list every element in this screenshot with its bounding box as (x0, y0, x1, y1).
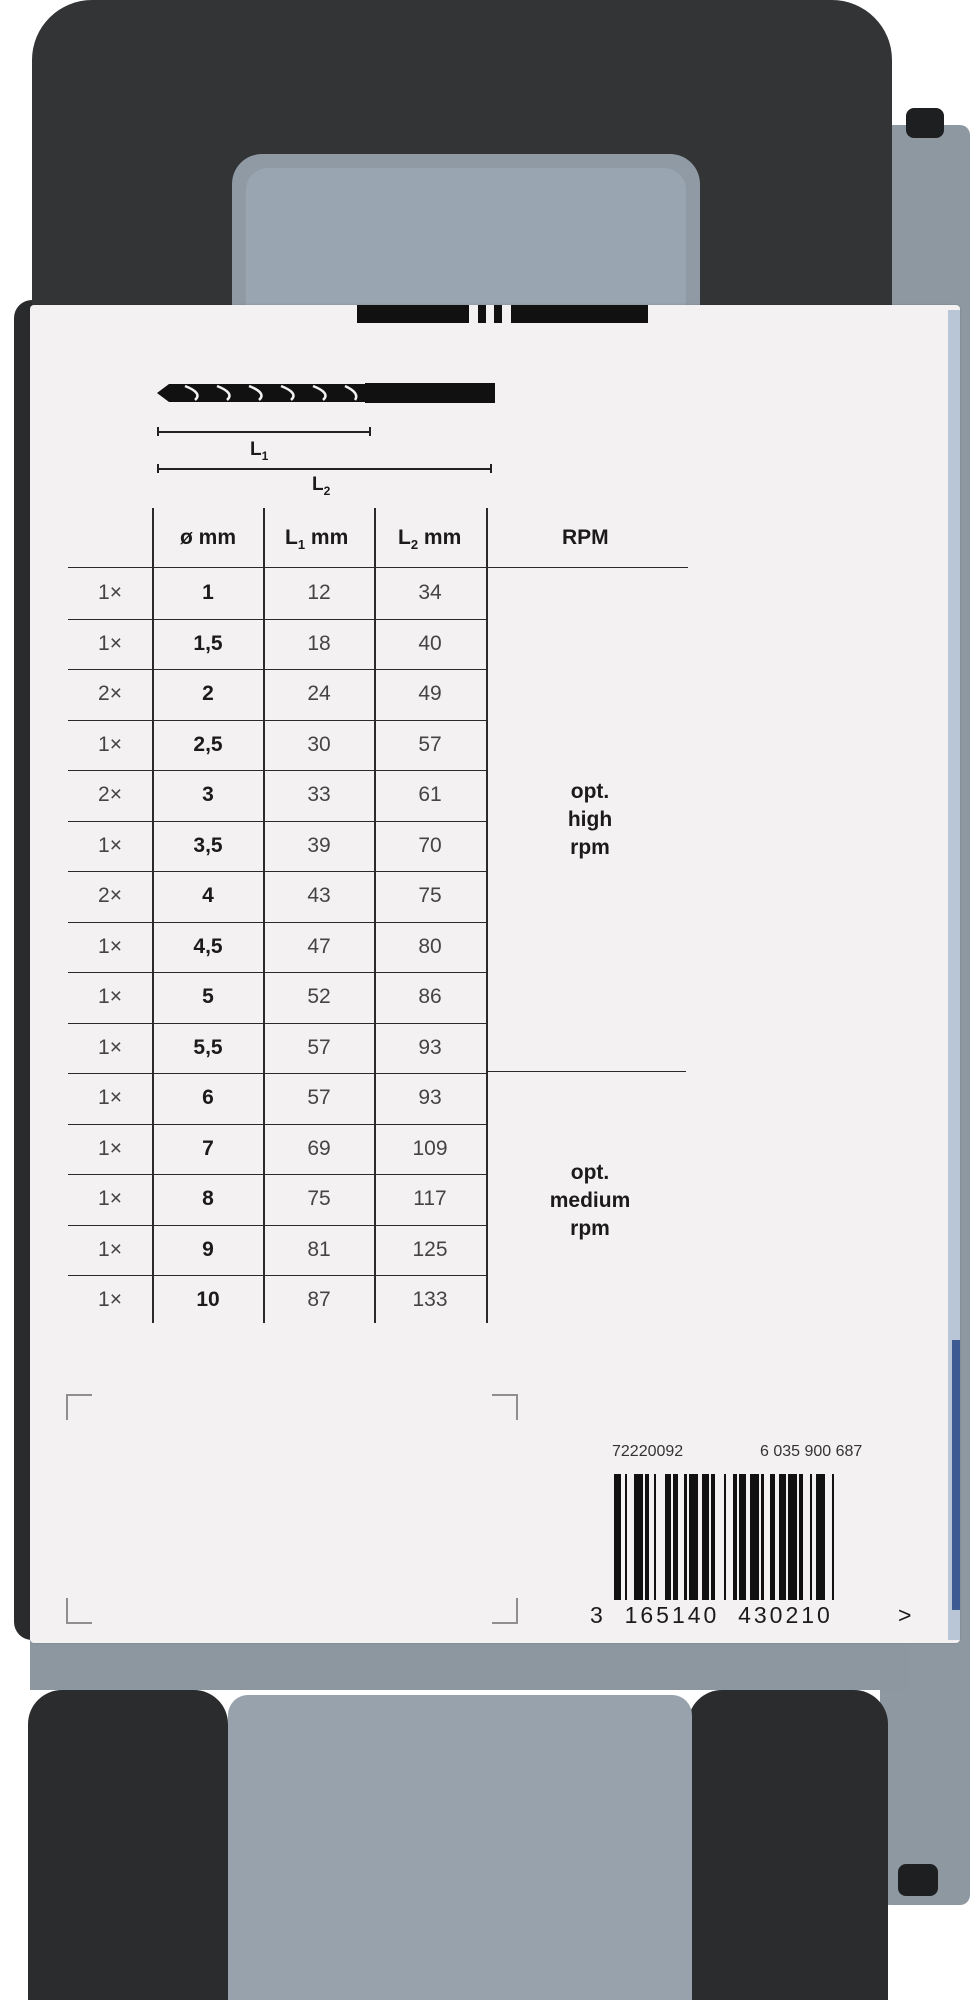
internal-code: 72220092 (612, 1443, 684, 1460)
cell-l2: 49 (418, 682, 442, 705)
l2-dimension-tick (490, 464, 492, 473)
barcode-bar (654, 1474, 656, 1600)
cell-diameter: 1 (202, 581, 214, 604)
cell-l1: 75 (307, 1187, 331, 1210)
cell-quantity: 2× (98, 682, 122, 705)
barcode-bar (711, 1474, 715, 1600)
header-l1: $L_1$ mm (285, 526, 349, 553)
table-row-rule (68, 1023, 488, 1024)
table-row-rule (68, 821, 488, 822)
barcode-bar (689, 1474, 698, 1600)
cell-quantity: 2× (98, 783, 122, 806)
cell-quantity: 1× (98, 581, 122, 604)
barcode-bar (788, 1474, 797, 1600)
cell-diameter: 5,5 (193, 1035, 223, 1059)
barcode-bar (634, 1474, 643, 1600)
cell-quantity: 1× (98, 1237, 122, 1261)
header-diameter: ø mm (180, 526, 237, 549)
cell-l2: 93 (418, 1086, 442, 1109)
case-bottom-insert (228, 1695, 692, 2000)
drill-bit-icon (155, 380, 495, 406)
crop-mark (492, 1394, 518, 1420)
cell-l2: 93 (418, 1035, 442, 1059)
cell-l1: 57 (307, 1086, 331, 1109)
barcode-bar (816, 1474, 825, 1600)
header-rule (68, 567, 688, 568)
barcode-bar (673, 1474, 677, 1600)
case-bottom-left-corner (28, 1690, 228, 2000)
cell-quantity: 1× (98, 934, 122, 958)
l1-dimension-tick (157, 427, 159, 436)
cell-l2: 109 (412, 1136, 448, 1160)
cell-quantity: 1× (98, 985, 122, 1008)
cell-l1: 87 (307, 1288, 331, 1311)
cell-l1: 33 (307, 783, 331, 806)
cell-l2: 34 (418, 581, 442, 604)
label-top-bar (494, 305, 502, 323)
table-row-rule (68, 1174, 488, 1175)
barcode-bar (645, 1474, 649, 1600)
table-row-rule (68, 972, 488, 973)
l2-dimension-line (157, 468, 491, 470)
cell-diameter: 6 (202, 1086, 214, 1109)
barcode-bar (799, 1474, 803, 1600)
rpm-group-high: opt. high rpm (567, 780, 613, 859)
barcode-image (614, 1474, 900, 1600)
cell-diameter: 5 (202, 985, 214, 1008)
cell-quantity: 1× (98, 1086, 122, 1109)
cell-diameter: 9 (202, 1237, 214, 1261)
barcode-bar (614, 1474, 621, 1600)
cell-quantity: 1× (98, 833, 122, 857)
cell-l2: 125 (412, 1237, 448, 1261)
cell-quantity: 1× (98, 1288, 122, 1311)
l1-label: $L_1$ (250, 439, 269, 463)
cell-l1: 43 (307, 884, 331, 907)
crop-mark (66, 1598, 92, 1624)
barcode-bar (625, 1474, 627, 1600)
barcode-bar (810, 1474, 812, 1600)
cell-l1: 24 (307, 682, 331, 705)
cell-diameter: 1,5 (193, 631, 223, 655)
barcode-bar (761, 1474, 763, 1600)
crop-mark (66, 1394, 92, 1420)
header-l2: $L_2$ mm (398, 526, 462, 553)
l1-dimension-line (157, 431, 370, 433)
barcode-bar (739, 1474, 746, 1600)
cell-l1: 81 (307, 1237, 331, 1261)
cell-l2: 80 (418, 934, 442, 958)
l1-dimension-tick (369, 427, 371, 436)
barcode-bar (702, 1474, 709, 1600)
cell-l2: 40 (418, 631, 442, 655)
barcode-bar (770, 1474, 774, 1600)
hinge-pin-top (906, 108, 944, 138)
article-number: 6 035 900 687 (760, 1443, 863, 1460)
table-row-rule (68, 1275, 488, 1276)
barcode-bar (733, 1474, 737, 1600)
table-row-rule (68, 720, 488, 721)
table-row-rule (68, 922, 488, 923)
table-row-rule (68, 619, 488, 620)
hinge-pin-bottom (898, 1864, 938, 1896)
cell-l2: 70 (418, 833, 442, 857)
cell-l1: 12 (307, 581, 331, 604)
cell-diameter: 8 (202, 1187, 214, 1210)
cell-l1: 47 (307, 934, 331, 958)
column-divider (486, 508, 488, 1323)
cell-quantity: 1× (98, 1187, 122, 1210)
table-row-rule (68, 1225, 488, 1226)
cell-l2: 61 (418, 783, 442, 806)
cell-l2: 57 (418, 732, 442, 756)
cell-diameter: 3,5 (193, 833, 223, 857)
cell-quantity: 1× (98, 631, 122, 655)
cell-l1: 30 (307, 732, 331, 756)
barcode-bar (684, 1474, 686, 1600)
cell-l1: 18 (307, 631, 331, 655)
cell-diameter: 10 (196, 1288, 220, 1311)
barcode-bar (724, 1474, 726, 1600)
label-top-bar (511, 305, 648, 323)
table-row-rule (68, 770, 488, 771)
table-row-rule (68, 669, 488, 670)
cell-l2: 117 (413, 1187, 447, 1210)
barcode-bar (665, 1474, 672, 1600)
cell-l1: 69 (307, 1136, 331, 1160)
l2-dimension-tick (157, 464, 159, 473)
barcode-bar (832, 1474, 834, 1600)
cell-quantity: 2× (98, 884, 122, 907)
barcode-bar (750, 1474, 759, 1600)
table-row-rule (68, 1073, 488, 1074)
case-bottom-right-corner (688, 1690, 888, 2000)
rpm-group-medium: opt. medium rpm (549, 1161, 631, 1240)
cell-quantity: 1× (98, 1035, 122, 1059)
cell-l2: 75 (418, 884, 442, 907)
ean-digits: 3 165140 430210 (590, 1602, 833, 1628)
crop-mark (492, 1598, 518, 1624)
cell-l2: 133 (412, 1288, 448, 1311)
cell-diameter: 2 (202, 682, 214, 705)
cell-diameter: 7 (202, 1136, 214, 1160)
cell-l1: 57 (307, 1035, 331, 1059)
table-row-rule (68, 871, 488, 872)
cell-quantity: 1× (98, 1136, 122, 1160)
l2-label: $L_2$ (312, 474, 331, 498)
cell-l1: 39 (307, 833, 331, 857)
label-edge-stripe-dark (952, 1340, 960, 1610)
header-rpm: RPM (562, 526, 609, 549)
cell-diameter: 4 (202, 884, 214, 907)
label-top-bar (478, 305, 486, 323)
barcode-bar (779, 1474, 786, 1600)
cell-diameter: 4,5 (193, 934, 223, 958)
cell-l2: 86 (418, 985, 442, 1008)
rpm-group-divider (486, 1071, 686, 1072)
cell-l1: 52 (307, 985, 331, 1008)
table-row-rule (68, 1124, 488, 1125)
cell-quantity: 1× (98, 732, 122, 756)
cell-diameter: 2,5 (193, 732, 223, 756)
ean-end-marker: > (898, 1602, 912, 1628)
cell-diameter: 3 (202, 783, 214, 806)
label-top-bar (357, 305, 469, 323)
